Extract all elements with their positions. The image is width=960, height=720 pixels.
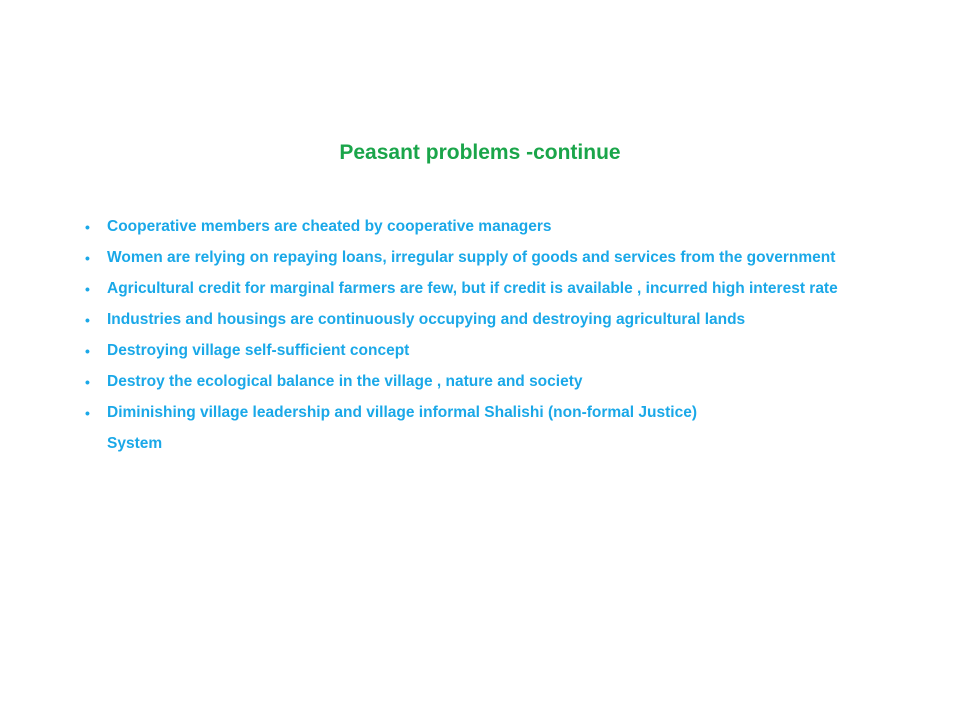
bullet-text: Women are relying on repaying loans, irregular supply of goods and services from the government — [107, 249, 836, 266]
bullet-dot-icon: • — [85, 281, 90, 297]
bullet-dot-icon: • — [85, 312, 90, 328]
bullet-dot-icon: • — [85, 343, 90, 359]
bullet-item — [85, 278, 870, 300]
bullet-item — [85, 340, 870, 362]
bullet-item — [85, 371, 870, 393]
bullet-text: Destroying village self-sufficient concept — [107, 342, 410, 359]
bullet-item — [85, 309, 870, 331]
bullet-dot-icon: • — [85, 374, 90, 390]
bullet-list — [85, 216, 870, 464]
bullet-trailing-text: System — [107, 435, 163, 452]
bullet-text: Industries and housings are continuously occupying and destroying agricultural lands — [107, 311, 746, 328]
bullet-dot-icon: • — [85, 405, 90, 421]
slide-title: Peasant problems -continue — [339, 141, 621, 164]
bullet-item — [85, 216, 870, 238]
bullet-text: Destroy the ecological balance in the village , nature and society — [107, 373, 583, 390]
bullet-item — [85, 247, 870, 269]
bullet-text: Agricultural credit for marginal farmers are few, but if credit is available , incurred high interest rate — [107, 280, 838, 297]
bullet-item — [85, 402, 870, 455]
bullet-dot-icon: • — [85, 219, 90, 235]
bullet-text: Cooperative members are cheated by cooperative managers — [107, 218, 552, 235]
bullet-text: Diminishing village leadership and village informal Shalishi (non-formal Justice) — [107, 404, 697, 421]
bullet-dot-icon: • — [85, 250, 90, 266]
